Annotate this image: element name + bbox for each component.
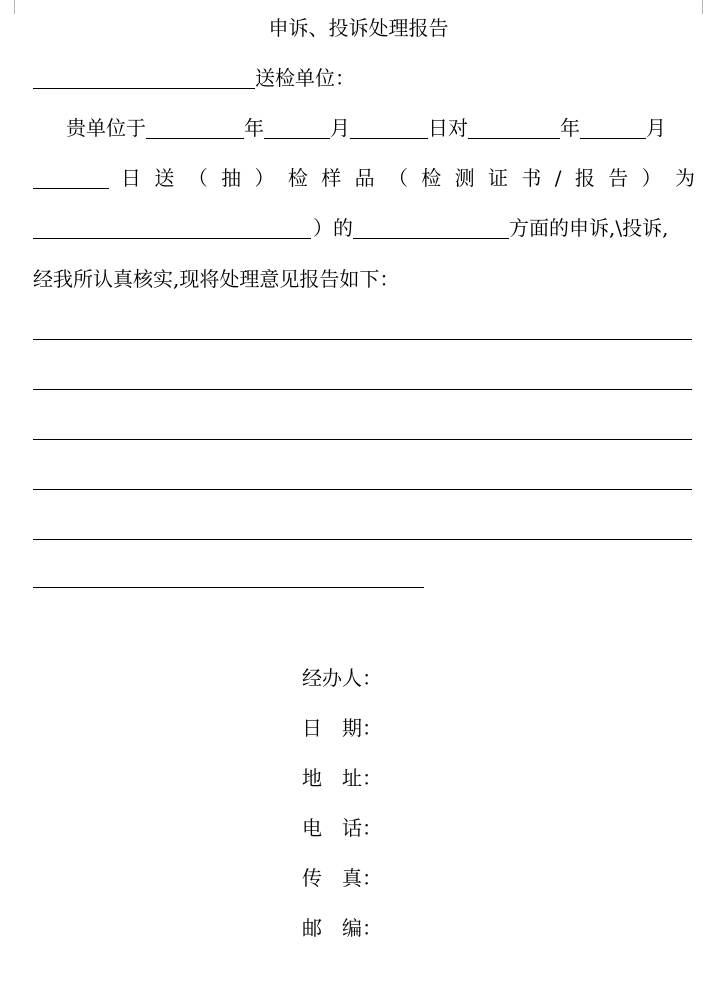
- month2-blank[interactable]: [580, 116, 646, 139]
- writing-line-3[interactable]: [33, 439, 692, 440]
- address-label: 地 址：: [302, 766, 382, 790]
- postcode-label: 邮 编：: [302, 916, 382, 940]
- writing-line-1[interactable]: [33, 339, 692, 340]
- complaint-tail-text: 方面的申诉,\投诉,: [509, 216, 669, 240]
- page-corner-mark-left: [0, 0, 15, 14]
- day-to-label: 日对: [428, 116, 468, 140]
- submitting-unit-label: 送检单位：: [255, 66, 355, 90]
- document-title: 申诉、投诉处理报告: [268, 16, 449, 40]
- phone-label: 电 话：: [302, 816, 382, 840]
- year2-label: 年: [560, 116, 580, 140]
- handler-label: 经办人：: [302, 666, 382, 690]
- day2-blank[interactable]: [33, 166, 109, 189]
- writing-line-4[interactable]: [33, 489, 692, 490]
- your-unit-text: 贵单位于: [66, 116, 146, 140]
- date-line: [66, 114, 666, 142]
- month2-label: 月: [646, 116, 666, 140]
- date-label: 日 期：: [302, 716, 382, 740]
- page-corner-mark-right: [702, 0, 717, 14]
- sample-line: [33, 164, 695, 192]
- month1-blank[interactable]: [264, 116, 330, 139]
- aspect-blank[interactable]: [353, 216, 509, 239]
- writing-line-5[interactable]: [33, 539, 692, 540]
- verification-text: 经我所认真核实,现将处理意见报告如下：: [33, 267, 400, 291]
- certificate-blank[interactable]: [33, 216, 311, 239]
- month1-label: 月: [330, 116, 350, 140]
- verification-line: [33, 265, 399, 293]
- year1-label: 年: [244, 116, 264, 140]
- close-paren-label: ）的: [313, 216, 353, 240]
- submitting-unit-line: [33, 64, 355, 92]
- writing-line-6[interactable]: [33, 587, 424, 588]
- sample-text: 日送（抽）检样品（检测证书/报告）为: [121, 166, 695, 190]
- submitting-unit-blank[interactable]: [33, 66, 255, 89]
- year1-blank[interactable]: [146, 116, 244, 139]
- fax-label: 传 真：: [302, 866, 382, 890]
- complaint-line: [33, 214, 668, 242]
- writing-line-2[interactable]: [33, 389, 692, 390]
- year2-blank[interactable]: [468, 116, 560, 139]
- day1-blank[interactable]: [350, 116, 428, 139]
